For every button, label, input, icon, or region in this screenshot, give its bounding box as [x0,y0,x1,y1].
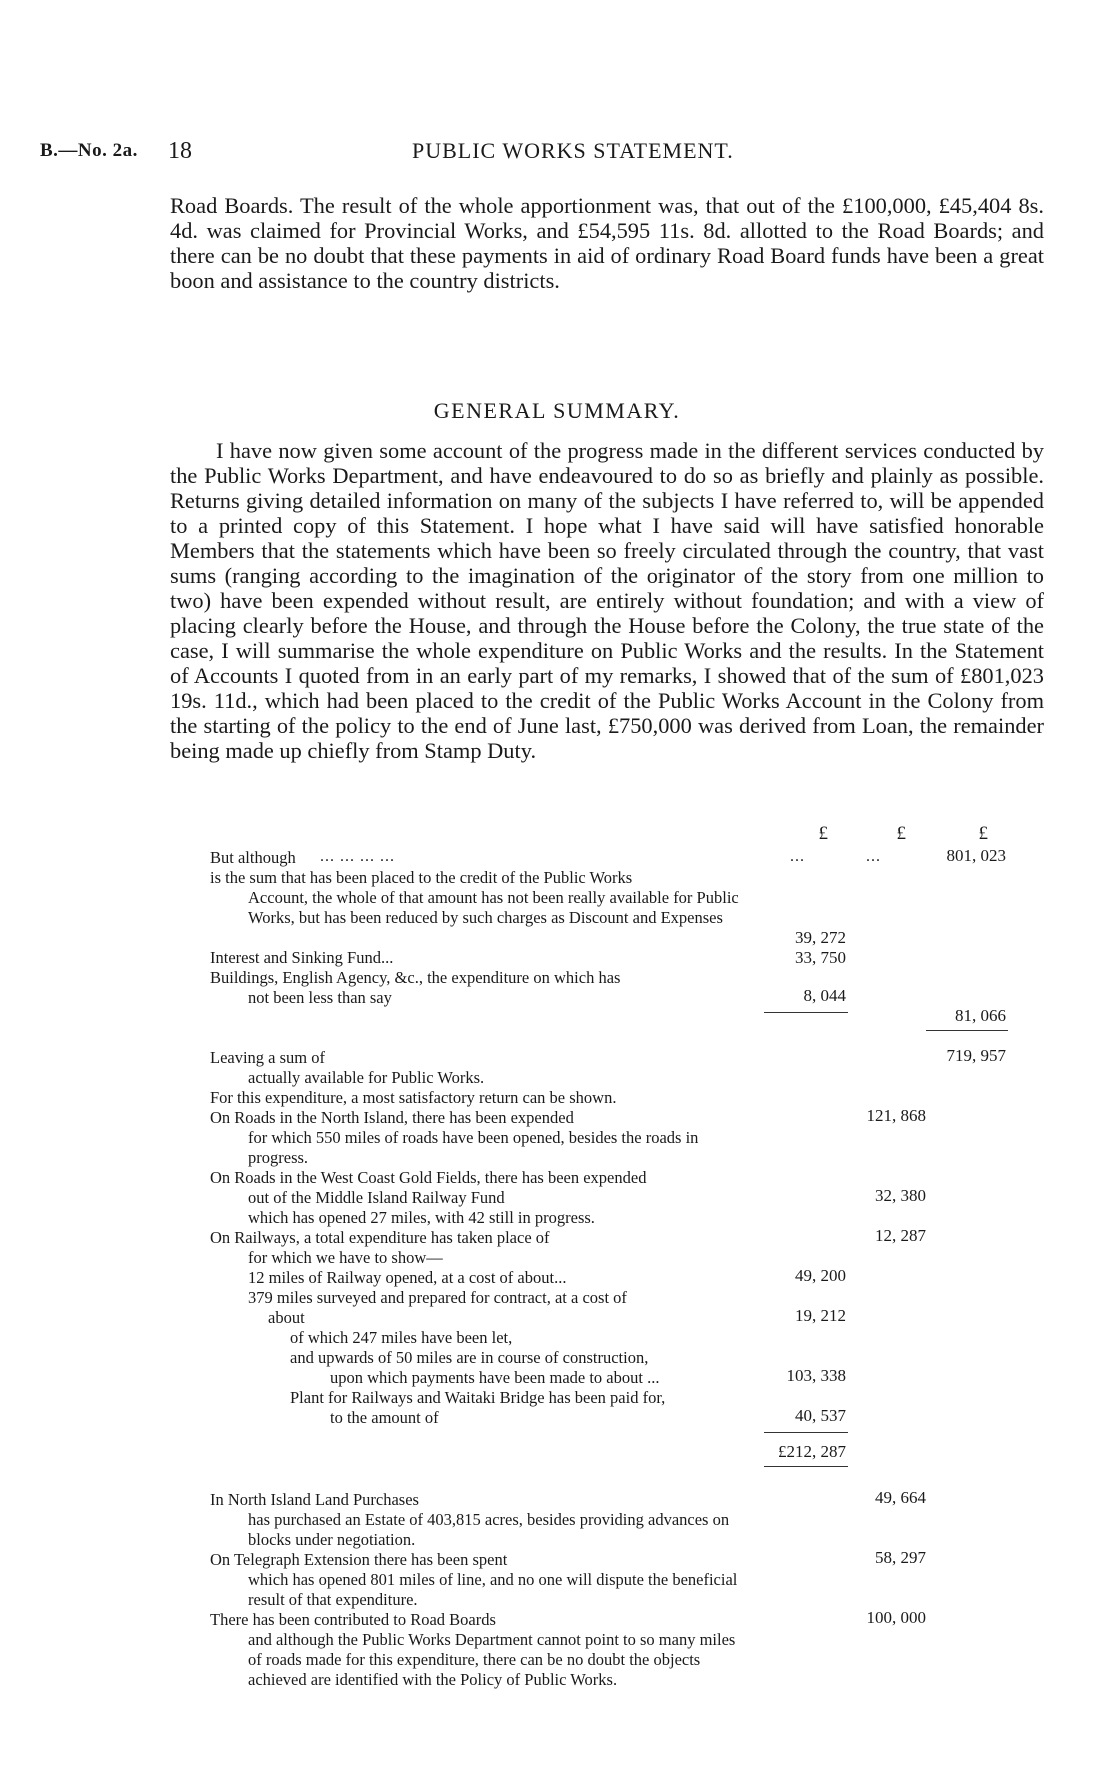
row-label-plant: Plant for Railways and Waitaki Bridge has been paid for, [290,1388,666,1407]
row-label-roads-north: On Roads in the North Island, there has been expended [210,1108,574,1127]
row-label-rail-379: 379 miles surveyed and prepared for contract, at a cost of [248,1288,627,1307]
row-label-telegraph-detail: which has opened 801 miles of line, and no one will dispute the beneficial result of that expenditure. [248,1570,738,1609]
value-telegraph: 58, 297 [875,1548,926,1567]
column-header-3: £ [978,823,988,844]
intro-paragraph-text: Road Boards. The result of the whole apportionment was, that out of the £100,000, £45,404 8s. 4d. was claimed for Provincial Works, and £54,595 11s. 8d. allotted to the Road Boards; and there can be no doubt that these payments in aid of ordinary Road Board funds have been a great boon and assistance to the country districts. [170,193,1044,293]
sum-rule [764,1432,848,1433]
summary-paragraph: I have now given some account of the progress made in the different services conducted by the Public Works Department, and have endeavoured to do so as briefly and plainly as possible. Returns giving detailed information on many of the subjects I have referred to, will be appended to a printed copy of this Statement. I hope what I have said will have satisfied honorable Members that the statements which have been so freely circulated through the country, that vast sums (ranging according to the imagination of the originator of the story from one million to two) have been expended without result, are entirely without foundation; and with a view of placing clearly before the House, and through the House before the Colony, the true state of the case, I will summarise the whole expenditure on Public Works and the results. In the Statement of Accounts I quoted from in an early part of my remarks, I showed that of the sum of £801,023 19s. 11d., which had been placed to the credit of the Public Works Account in the Colony from the starting of the policy to the end of June last, £750,000 was derived from Loan, the remainder being made up chiefly from Stamp Duty. [170,438,1044,763]
value-discount: 39, 272 [795,928,846,947]
leader-dots: ... ... ... ... [320,848,395,865]
sum-rule [764,1012,848,1013]
leader-dots: ... [790,848,805,865]
row-label-rail-50: and upwards of 50 miles are in course of construction, [290,1348,649,1367]
value-plant: 40, 537 [795,1406,846,1425]
value-available: 719, 957 [946,1046,1006,1065]
page-number: 18 [168,138,192,164]
row-label-sum-credit: is the sum that has been placed to the credit of the Public Works [210,868,633,887]
row-label-rail-12: 12 miles of Railway opened, at a cost of about... [248,1268,567,1287]
row-label-account-whole: Account, the whole of that amount has not been really available for Public Works, but has been reduced by such charges as Discount and Expenses [248,888,739,927]
row-label-railways-2: for which we have to show— [248,1248,443,1267]
value-deductions: 81, 066 [955,1006,1006,1025]
value-interest: 33, 750 [795,948,846,967]
row-label-telegraph: On Telegraph Extension there has been spent [210,1550,508,1569]
value-rail-payments: 103, 338 [786,1366,846,1385]
row-label-for-this: For this expenditure, a most satisfactory return can be shown. [210,1088,617,1107]
value-roads-north: 121, 868 [866,1106,926,1125]
row-label-railways: On Railways, a total expenditure has taken place of [210,1228,550,1247]
row-label-road-boards-detail: and although the Public Works Department cannot point to so many miles of roads made for this expenditure, there can be no doubt the objects achieved are identified with the Policy of Public Works. [248,1630,736,1689]
row-label-land-detail: has purchased an Estate of 403,815 acres, besides providing advances on blocks under negotiation. [248,1510,730,1549]
column-header-1: £ [818,823,828,844]
leader-dots: ... [866,848,881,865]
row-label-land: In North Island Land Purchases [210,1490,419,1509]
value-buildings: 8, 044 [803,986,846,1005]
value-rail-total: £212, 287 [778,1442,846,1461]
section-heading: GENERAL SUMMARY. [433,398,681,423]
value-roads-west: 32, 380 [875,1186,926,1205]
sum-rule [926,1030,1008,1031]
row-label-rail-247: of which 247 miles have been let, [290,1328,513,1347]
value-rail-12: 49, 200 [795,1266,846,1285]
row-label-roads-north-detail: for which 550 miles of roads have been opened, besides the roads in progress. [248,1128,699,1167]
value-road-boards: 100, 000 [866,1608,926,1627]
value-land: 49, 664 [875,1488,926,1507]
row-label-not-less: not been less than say [248,988,392,1007]
row-label-rail-payments: upon which payments have been made to about ... [330,1368,660,1387]
row-label-roads-west-3: which has opened 27 miles, with 42 still in progress. [248,1208,595,1227]
sum-rule [764,1466,848,1467]
value-railways: 12, 287 [875,1226,926,1245]
row-label-interest: Interest and Sinking Fund... [210,948,394,967]
row-label-actually: actually available for Public Works. [248,1068,485,1087]
document-reference: B.—No. 2a. [40,140,138,161]
value-total-credit: 801, 023 [946,846,1006,865]
row-label-plant-amount: to the amount of [330,1408,439,1427]
row-label-leaving: Leaving a sum of [210,1048,326,1067]
row-label-roads-west: On Roads in the West Coast Gold Fields, there has been expended [210,1168,647,1187]
row-label-but-although: But although [210,848,296,867]
row-label-road-boards: There has been contributed to Road Boards [210,1610,496,1629]
running-title: PUBLIC WORKS STATEMENT. [412,138,734,163]
intro-paragraph [170,193,1044,293]
row-label-buildings: Buildings, English Agency, &c., the expenditure on which has [210,968,621,987]
column-header-2: £ [896,823,906,844]
row-label-rail-about: about [268,1308,305,1327]
value-rail-379: 19, 212 [795,1306,846,1325]
row-label-roads-west-2: out of the Middle Island Railway Fund [248,1188,505,1207]
